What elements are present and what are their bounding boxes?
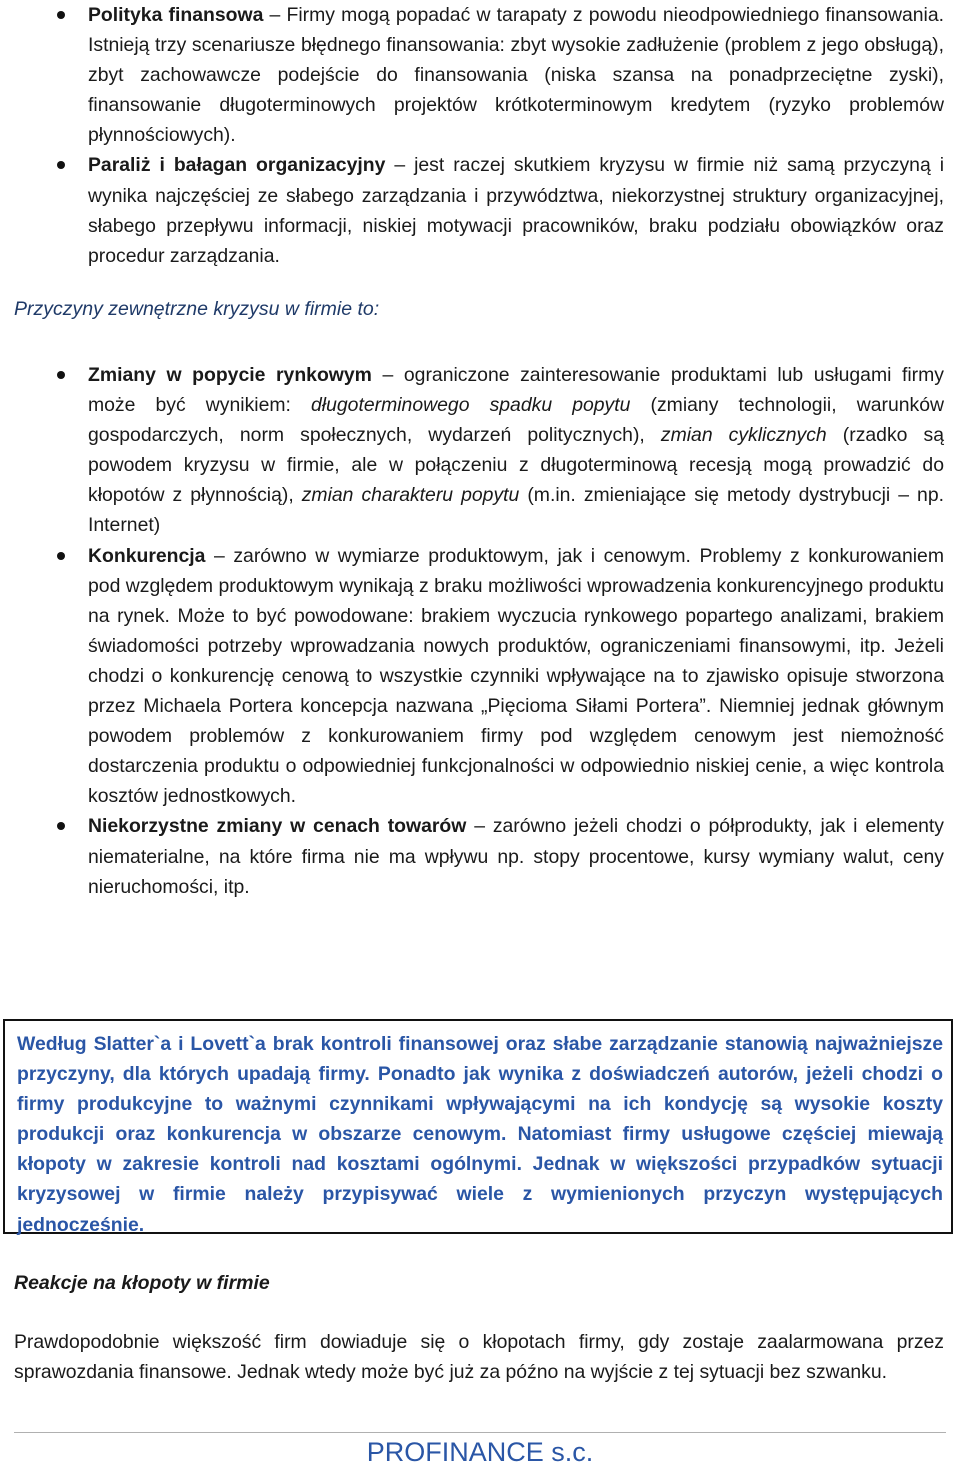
list-item-term: Niekorzystne zmiany w cenach towarów <box>88 815 467 838</box>
internal-causes-list <box>88 0 944 271</box>
list-item-text: (m.in. zmieniające się metody dystrybucji – np. Internet) <box>88 484 944 537</box>
list-item-text: – zarówno jeżeli chodzi o półprodukty, jak i elementy niematerialne, na które firma nie ma wpływu np. stopy procentowe, kursy wymiany walut, ceny nieruchomości, itp. <box>88 815 944 898</box>
footer-divider <box>14 1432 946 1433</box>
list-item-emphasis: zmian charakteru popytu <box>301 484 520 507</box>
summary-text: Według Slatter`a i Lovett`a brak kontroli finansowej oraz słabe zarządzanie stanowią najważniejsze przyczyny, dla których upadają firmy. Ponadto jak wynika z doświadczeń autorów, jeżeli chodzi o firmy produkcyjne to ważnymi czynnikami wpływającymi na ich kondycję są wysokie koszty produkcji oraz konkurencja w obszarze cenowym. Natomiast firmy usługowe częściej miewają kłopoty w zakresie kontroli nad kosztami ogólnymi. Jednak w większości przypadków sytuacji kryzysowej w firmie należy przypisywać wiele z wymienionych przyczyn występujących jednocześnie. <box>17 1033 943 1236</box>
list-item <box>88 541 944 812</box>
list-item-term: Paraliż i bałagan organizacyjny <box>88 154 386 177</box>
external-causes-heading: Przyczyny zewnętrzne kryzysu w firmie to: <box>14 298 380 320</box>
list-item-text: – jest raczej skutkiem kryzysu w firmie niż samą przyczyną i wynika najczęściej ze słabego zarządzania i przywództwa, niekorzystnej struktury organizacyjnej, słabego przepływu informacji, niskiej motywacji pracowników, braku podziału obowiązków oraz procedur zarządzania. <box>88 154 944 267</box>
list-item-emphasis: długoterminowego spadku popytu <box>311 394 631 417</box>
list-item-term: Konkurencja <box>88 544 206 567</box>
reactions-heading: Reakcje na kłopoty w firmie <box>14 1272 270 1294</box>
summary-box <box>3 1019 953 1234</box>
footer-company-name: PROFINANCE s.c. <box>366 1437 594 1467</box>
list-item <box>88 150 944 270</box>
list-item <box>88 0 944 150</box>
list-item-term: Zmiany w popycie rynkowym <box>88 364 372 386</box>
list-item <box>88 360 944 541</box>
list-item-text: – zarówno w wymiarze produktowym, jak i cenowym. Problemy z konkurowaniem pod względem produktowym wynikają z braku możliwości wprowadzenia konkurencyjnego produktu na rynek. Może to być powodowane: brakiem wyczucia rynkowego popartego analizami, brakiem świadomości potrzeby wprowadzania nowych produktów, ograniczeniami finansowymi, itp. Jeżeli chodzi o konkurencję cenową to wszystkie czynniki wpływające na to zjawisko opisuje stworzona przez Michaela Portera koncepcja nazwana „Pięcioma Siłami Portera”. Niemniej jednak głównym powodem problemów z konkurowaniem firmy pod względem cenowym jest niemożność dostarczenia produktu o odpowiedniej funkcjonalności w odpowiednio niskiej cenie, a więc kontrola kosztów jednostkowych. <box>88 544 944 808</box>
external-causes-list <box>88 360 944 902</box>
list-item-text: (rzadko są powodem kryzysu w firmie, ale w połączeniu z długoterminową recesją mogą prowadzić do kłopotów z płynnością), <box>88 424 944 507</box>
list-item-emphasis: zmian cyklicznych <box>660 424 827 447</box>
list-item <box>88 811 944 901</box>
reactions-paragraph: Prawdopodobnie większość firm dowiaduje się o kłopotach firmy, gdy zostaje zaalarmowana przez sprawozdania finansowe. Jednak wtedy może być już za późno na wyjście z tej sytuacji bez szwanku. <box>14 1331 944 1384</box>
list-item-text: – Firmy mogą popadać w tarapaty z powodu nieodpowiedniego finansowania. Istnieją trzy scenariusze błędnego finansowania: zbyt wysokie zadłużenie (problem z jego obsługą), zbyt zachowawcze podejście do finansowania (niska szansa na ponadprzeciętne zyski), finansowanie długoterminowych projektów krótkoterminowym kredytem (ryzyko problemów płynnościowych). <box>88 4 944 147</box>
list-item-text: – ograniczone zainteresowanie produktami lub usługami firmy może być wynikiem: <box>88 364 944 417</box>
list-item-text: (zmiany technologii, warunków gospodarczych, norm społecznych, wydarzeń politycznych), <box>88 394 944 447</box>
list-item-term: Polityka finansowa <box>88 4 264 26</box>
